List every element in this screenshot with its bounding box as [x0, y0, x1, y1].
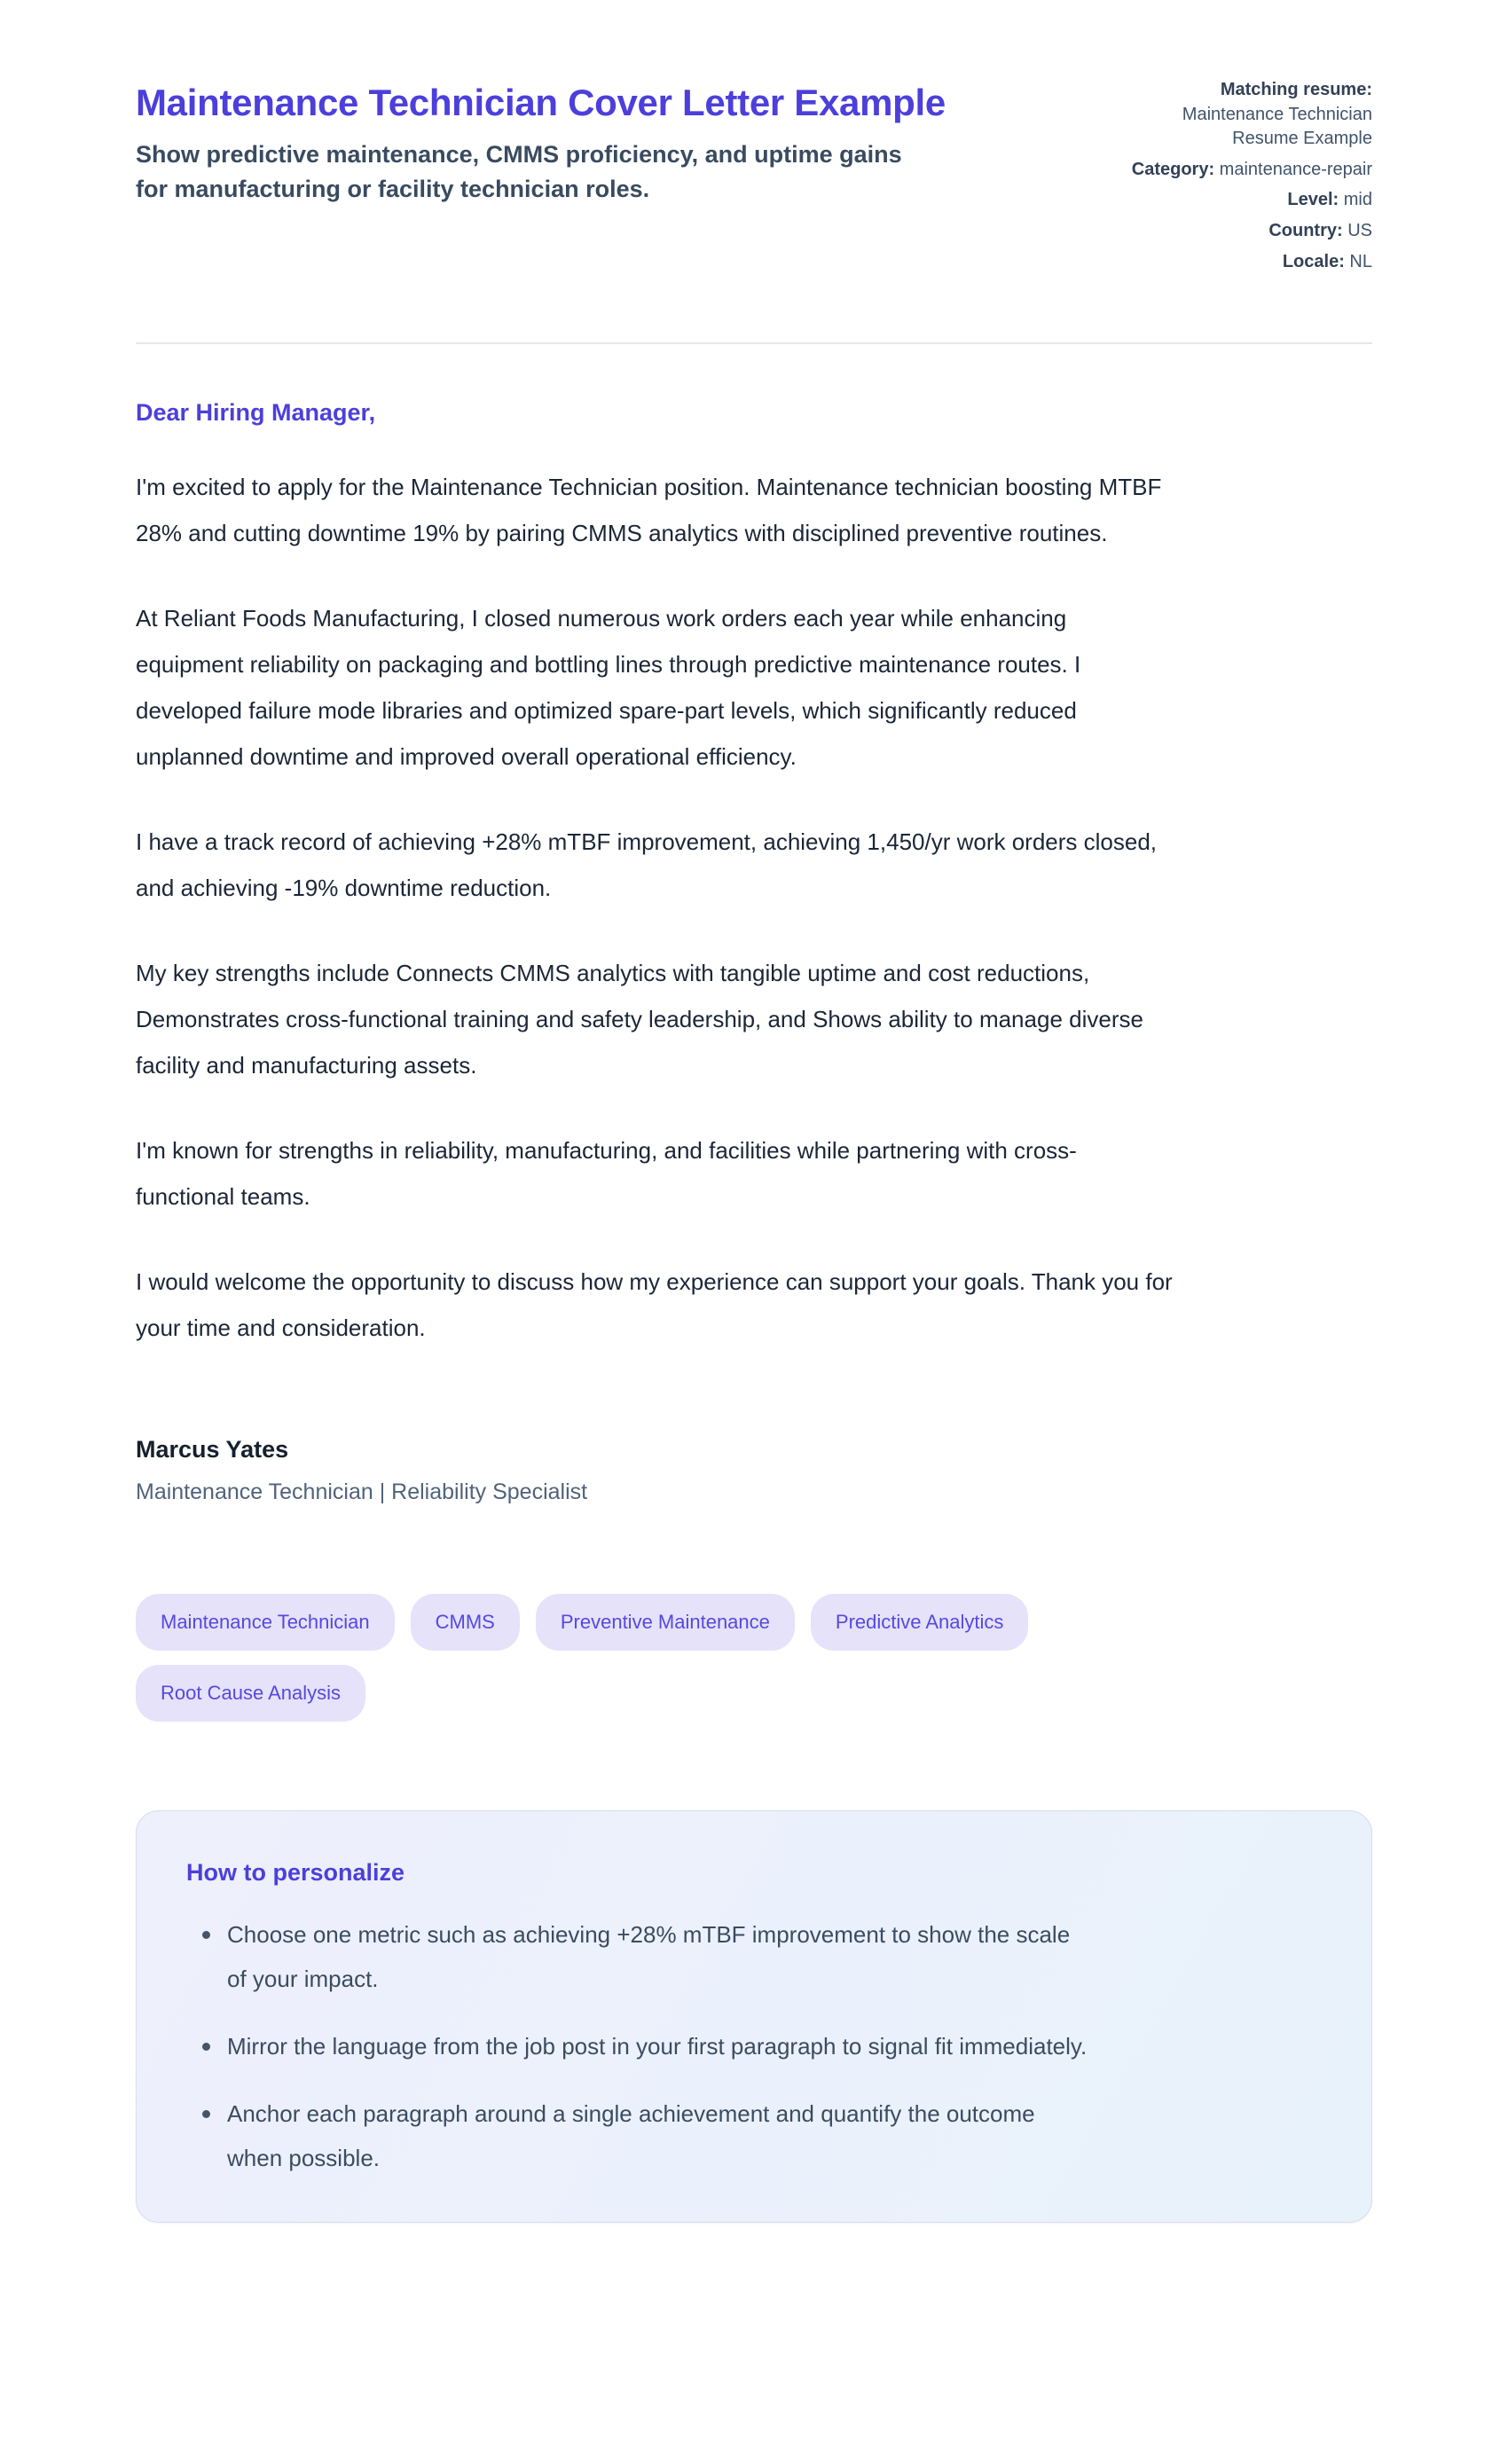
meta-label: Country:	[1268, 220, 1343, 240]
letter-paragraphs	[136, 464, 1372, 1351]
tag-pill[interactable]: Maintenance Technician	[136, 1594, 395, 1651]
tag-pill[interactable]: Preventive Maintenance	[536, 1594, 795, 1651]
greeting: Dear Hiring Manager,	[136, 399, 376, 427]
signature-title: Maintenance Technician | Reliability Specialist	[136, 1479, 588, 1505]
header	[136, 78, 1372, 280]
meta-label: Matching resume:	[1220, 80, 1372, 99]
tips-list	[186, 1913, 1322, 2181]
letter-paragraph: I would welcome the opportunity to discuss how my experience can support your goals. Thank you for your time and consideration.	[136, 1268, 1173, 1342]
letter-paragraph: I have a track record of achieving +28% mTBF improvement, achieving 1,450/yr work orders closed, and achieving -19% downtime reduction.	[136, 828, 1158, 902]
letter-paragraph: My key strengths include Connects CMMS analytics with tangible uptime and cost reductions, Demonstrates cross-functional training and safety leadership, and Shows ability to manage diverse facility and manufacturing assets.	[136, 960, 1143, 1079]
tip-item: Anchor each paragraph around a single achievement and quantify the outcome when possible.	[186, 2092, 1091, 2181]
meta-field: Country: US	[1268, 220, 1372, 240]
signature-name: Marcus Yates	[136, 1436, 289, 1463]
personalization-tips-card	[136, 1810, 1372, 2223]
letter-paragraph: I'm known for strengths in reliability, manufacturing, and facilities while partnering with cross-functional teams.	[136, 1137, 1077, 1211]
tag-pill[interactable]: CMMS	[411, 1594, 520, 1651]
meta-label: Level:	[1287, 190, 1339, 210]
meta-label: Locale:	[1282, 251, 1345, 271]
tag-pill[interactable]: Predictive Analytics	[811, 1594, 1029, 1651]
tag-pill[interactable]: Root Cause Analysis	[136, 1665, 365, 1722]
letter-paragraph: At Reliant Foods Manufacturing, I closed numerous work orders each year while enhancing equipment reliability on packaging and bottling lines through predictive maintenance routes. I developed failure mode libraries and optimized spare-part levels, which significantly reduced unplanned downtime and improved overall operational efficiency.	[136, 605, 1081, 771]
header-text-block	[136, 78, 987, 206]
page-title: Maintenance Technician Cover Letter Example	[136, 82, 946, 123]
tip-item: Mirror the language from the job post in your first paragraph to signal fit immediately.	[186, 2025, 1091, 2069]
header-divider	[136, 342, 1372, 344]
meta-panel	[1131, 78, 1372, 280]
page-subtitle: Show predictive maintenance, CMMS proficiency, and uptime gains for manufacturing or facility technician roles.	[136, 141, 902, 202]
tag-list	[136, 1594, 1200, 1722]
letter-paragraph: I'm excited to apply for the Maintenance Technician position. Maintenance technician boosting MTBF 28% and cutting downtime 19% by pairing CMMS analytics with disciplined preventive routines.	[136, 474, 1162, 547]
tips-title: How to personalize	[186, 1859, 405, 1887]
cover-letter-body	[136, 399, 1372, 1505]
meta-field: Locale: NL	[1282, 251, 1372, 271]
meta-field: Category: maintenance-repair	[1131, 159, 1372, 179]
cover-letter-page	[136, 0, 1372, 2285]
meta-field: Matching resume: Maintenance Technician Resume Example	[1182, 80, 1372, 149]
meta-label: Category:	[1131, 159, 1215, 179]
tip-item: Choose one metric such as achieving +28% mTBF improvement to show the scale of your impact.	[186, 1913, 1091, 2002]
meta-field: Level: mid	[1287, 190, 1372, 210]
